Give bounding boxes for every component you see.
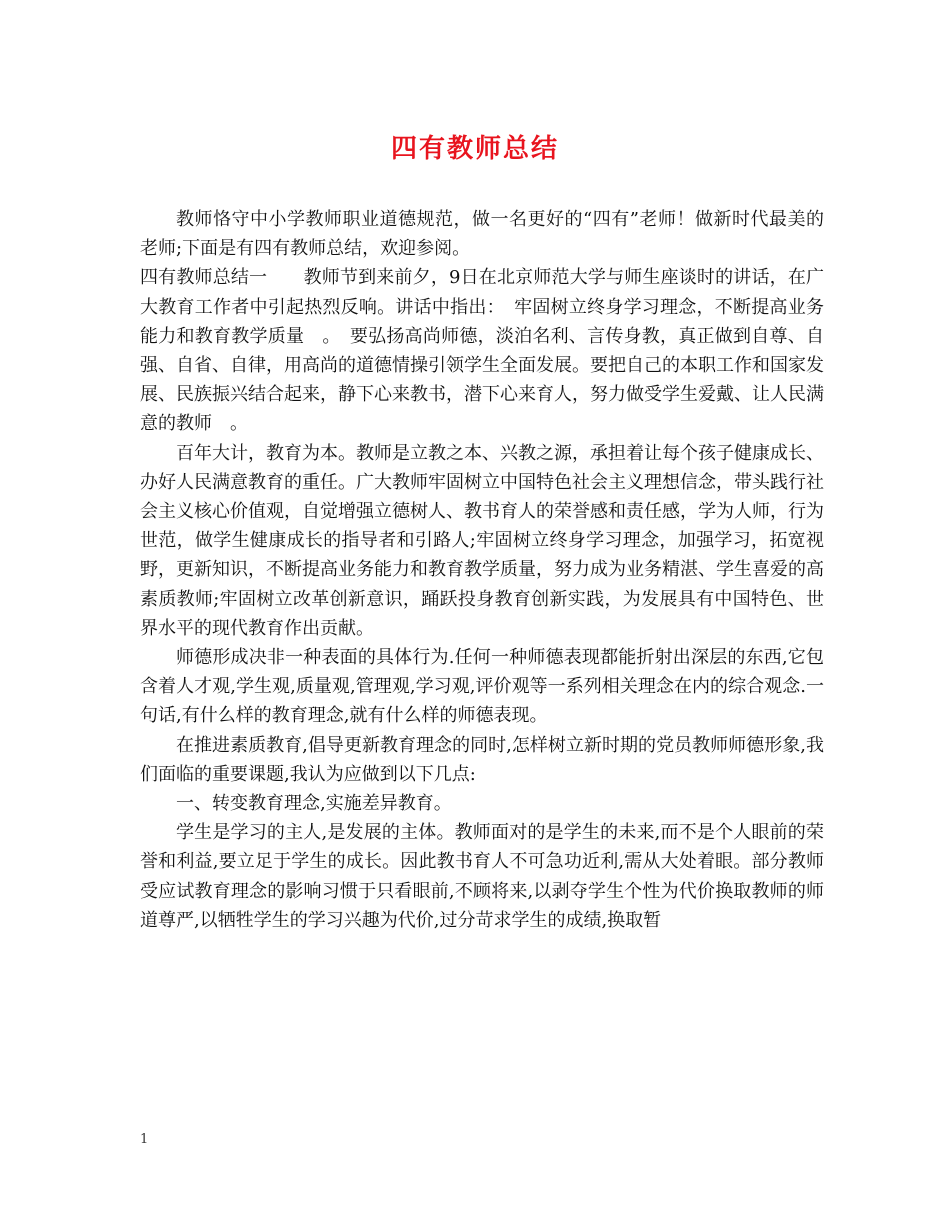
paragraph-heading-one: 一、转变教育理念,实施差异教育。 [176,793,452,815]
paragraph-intro: 教师恪守中小学教师职业道德规范，做一名更好的“四有”老师！做新时代最美的老师;下面是有四有教师总结，欢迎参阅。 [140,209,824,260]
document-body [140,205,824,935]
page-number: 1 [140,1132,149,1147]
paragraph-student-development: 学生是学习的主人,是发展的主体。教师面对的是学生的未来,而不是个人眼前的荣誉和利益,要立足于学生的成长。因此教书育人不可急功近利,需从大处着眼。部分教师受应试教育理念的影响习惯于只看眼前,不顾将来,以剥夺学生个性为代价换取教师的师道尊严,以牺牲学生的学习兴趣为代价,过分苛求学生的成绩,换取暂 [140,822,824,931]
document-title: 四有教师总结 [390,134,559,164]
paragraph-education-foundation: 百年大计，教育为本。教师是立教之本、兴教之源，承担着让每个孩子健康成长、办好人民满意教育的重任。广大教师牢固树立中国特色社会主义理想信念，带头践行社会主义核心价值观，自觉增强立德树人、教书育人的荣誉感和责任感，学为人师，行为世范，做学生健康成长的指导者和引路人;牢固树立终身学习理念，加强学习，拓宽视野，更新知识，不断提高业务能力和教育教学质量，努力成为业务精湛、学生喜爱的高素质教师;牢固树立改革创新意识，踊跃投身教育创新实践，为发展具有中国特色、世界水平的现代教育作出贡献。 [140,442,824,639]
paragraph-section-one: 四有教师总结一 教师节到来前夕，9日在北京师范大学与师生座谈时的讲话，在广大教育工作者中引起热烈反响。讲话中指出： 牢固树立终身学习理念，不断提高业务能力和教育教学质量 。 要弘扬高尚师德，淡泊名利、言传身教，真正做到自尊、自强、自省、自律，用高尚的道德情操引领学生全面发展。要把自己的本职工作和国家发展、民族振兴结合起来，静下心来教书，潜下心来育人，努力做受学生爱戴、让人民满意的教师 。 [140,267,824,435]
paragraph-teacher-ethics: 师德形成决非一种表面的具体行为.任何一种师德表现都能折射出深层的东西,它包含着人才观,学生观,质量观,管理观,学习观,评价观等一系列相关理念在内的综合观念.一句话,有什么样的教育理念,就有什么样的师德表现。 [140,647,824,727]
paragraph-quality-education: 在推进素质教育,倡导更新教育理念的同时,怎样树立新时期的党员教师师德形象,我们面临的重要课题,我认为应做到以下几点: [140,734,824,785]
